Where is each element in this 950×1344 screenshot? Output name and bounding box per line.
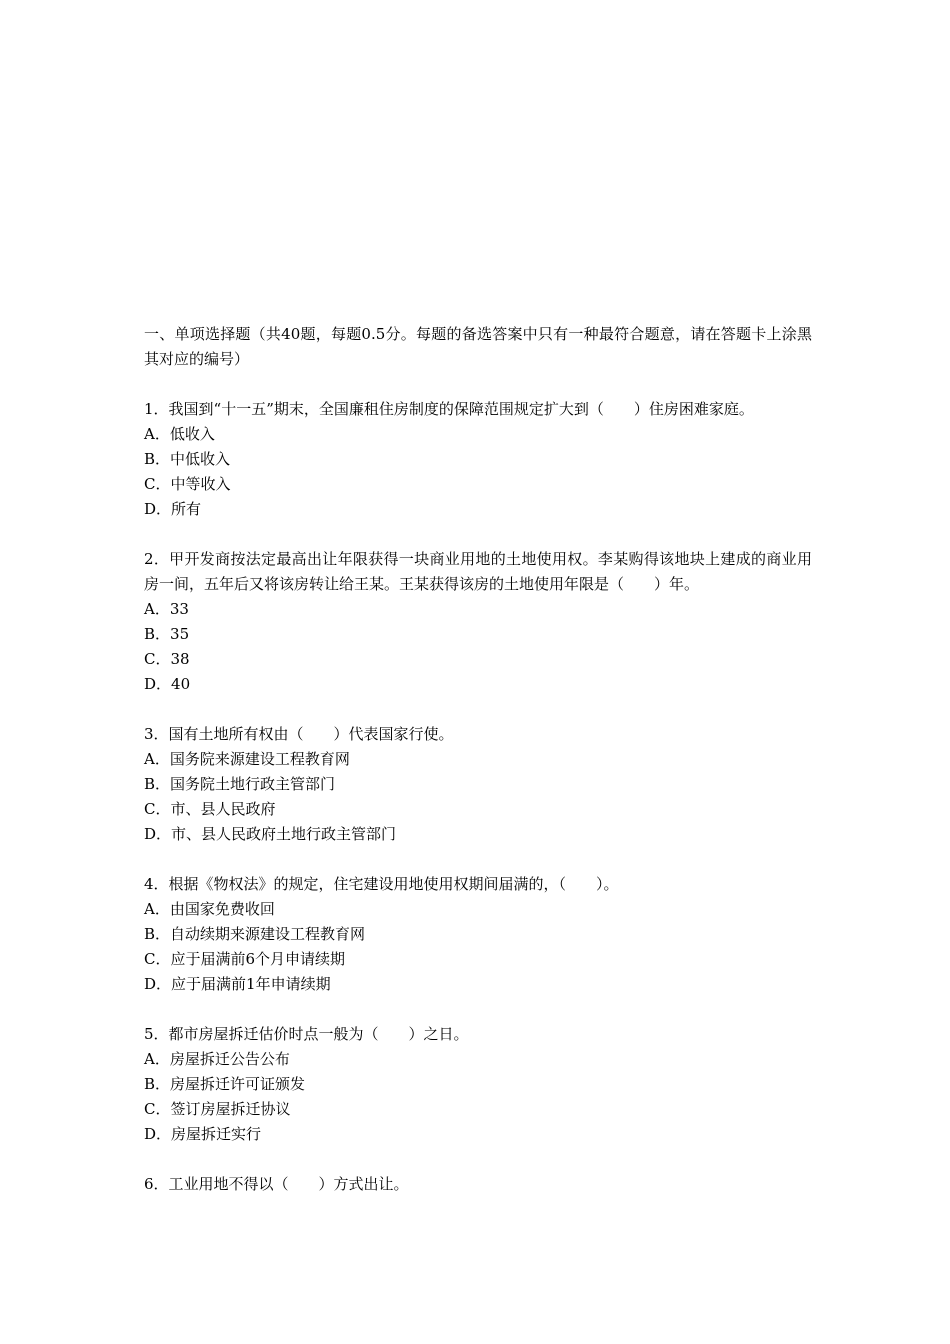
- option-a: A．国务院来源建设工程教育网: [144, 750, 350, 768]
- option-c: C．市、县人民政府: [144, 800, 276, 818]
- option-c: C．签订房屋拆迁协议: [144, 1100, 291, 1118]
- question-stem: 1．我国到“十一五”期末，全国廉租住房制度的保障范围规定扩大到（ ）住房困难家庭。: [144, 400, 754, 418]
- section-heading: 一、单项选择题（共40题，每题0.5分。每题的备选答案中只有一种最符合题意，请在答题卡上涂黑其对应的编号）: [144, 325, 812, 368]
- question-4: [144, 872, 812, 997]
- option-a: A．33: [144, 600, 189, 618]
- option-d: D．房屋拆迁实行: [144, 1125, 262, 1143]
- question-stem: 2．甲开发商按法定最高出让年限获得一块商业用地的土地使用权。李某购得该地块上建成的商业用房一间，五年后又将该房转让给王某。王某获得该房的土地使用年限是（ ）年。: [144, 550, 812, 593]
- option-a: A．低收入: [144, 425, 215, 443]
- option-d: D．40: [144, 675, 191, 693]
- question-stem: 3．国有土地所有权由（ ）代表国家行使。: [144, 725, 454, 743]
- option-c: C．应于届满前6个月申请续期: [144, 950, 346, 968]
- question-5: [144, 1022, 812, 1147]
- option-d: D．所有: [144, 500, 202, 518]
- question-stem: 6．工业用地不得以（ ）方式出让。: [144, 1175, 409, 1193]
- option-b: B．房屋拆迁许可证颁发: [144, 1075, 306, 1093]
- option-b: B．国务院土地行政主管部门: [144, 775, 336, 793]
- option-b: B．35: [144, 625, 190, 643]
- option-c: C．38: [144, 650, 190, 668]
- option-a: A．由国家免费收回: [144, 900, 275, 918]
- option-d: D．市、县人民政府土地行政主管部门: [144, 825, 397, 843]
- option-b: B．中低收入: [144, 450, 231, 468]
- option-a: A．房屋拆迁公告公布: [144, 1050, 290, 1068]
- question-stem: 5．都市房屋拆迁估价时点一般为（ ）之日。: [144, 1025, 469, 1043]
- question-3: [144, 722, 812, 847]
- document-body: [144, 322, 812, 1222]
- option-c: C．中等收入: [144, 475, 231, 493]
- question-stem: 4．根据《物权法》的规定，住宅建设用地使用权期间届满的，（ ）。: [144, 875, 619, 893]
- question-2: [144, 547, 812, 697]
- option-d: D．应于届满前1年申请续期: [144, 975, 331, 993]
- option-b: B．自动续期来源建设工程教育网: [144, 925, 366, 943]
- question-6: [144, 1172, 812, 1197]
- question-1: [144, 397, 812, 522]
